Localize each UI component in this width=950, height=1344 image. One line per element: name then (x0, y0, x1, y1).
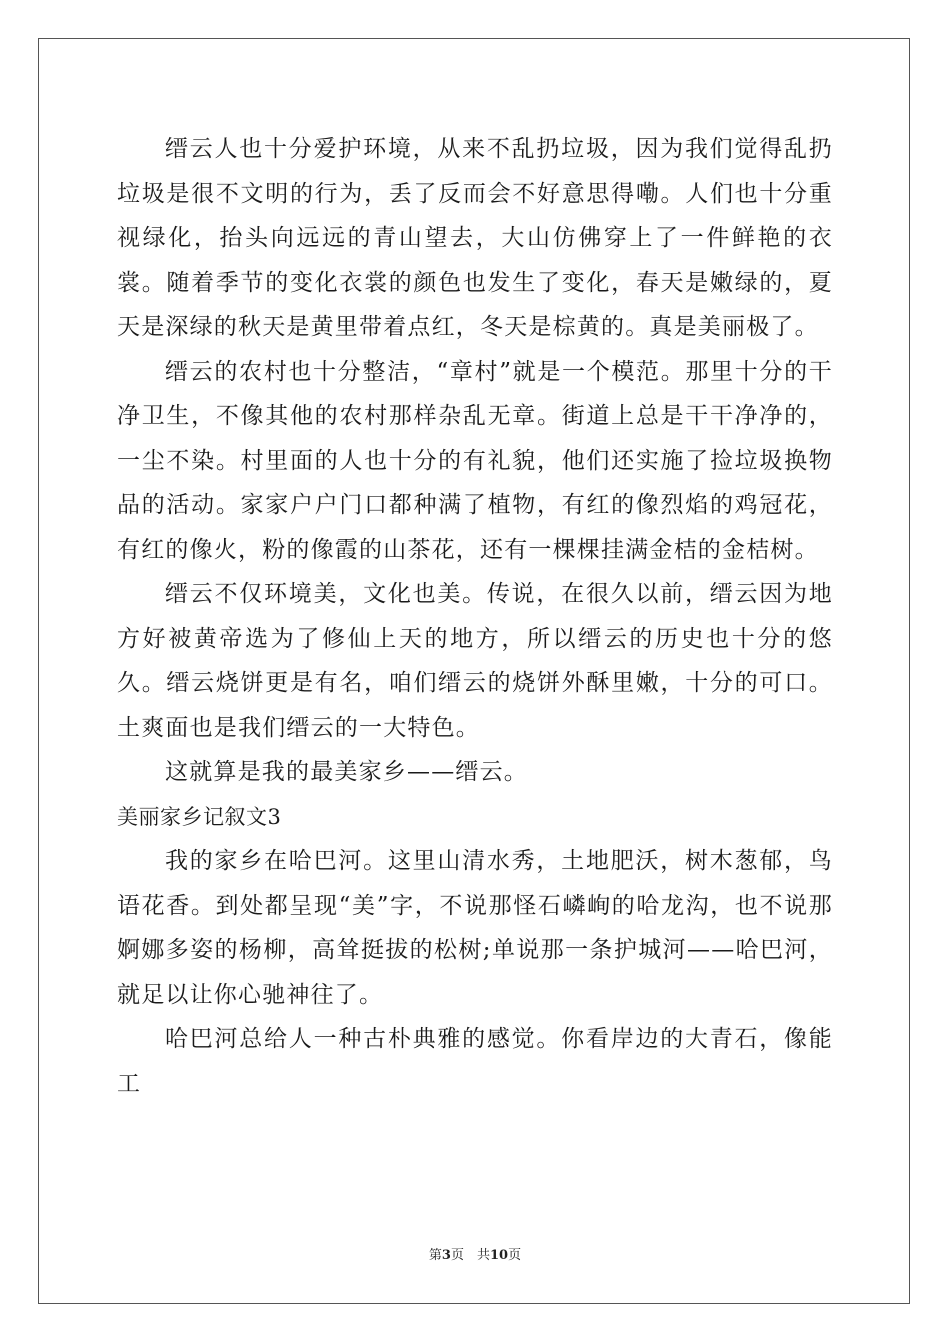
section-title: 美丽家乡记叙文3 (117, 804, 282, 829)
paragraph-village: 缙云的农村也十分整洁，“章村”就是一个模范。那里十分的干净卫生，不像其他的农村那样杂乱无章。街道上总是干干净净的，一尘不染。村里面的人也十分的有礼貌，他们还实施了捡垃圾换物品的活动。家家户户门口都种满了植物，有红的像烈焰的鸡冠花，有红的像火，粉的像霞的山茶花，还有一棵棵挂满金桔的金桔树。 (117, 358, 833, 563)
page-current: 3 (441, 1248, 451, 1263)
paragraph-river: 哈巴河总给人一种古朴典雅的感觉。你看岸边的大青石，像能工 (117, 1026, 833, 1097)
paragraph-hometown: 我的家乡在哈巴河。这里山清水秀，土地肥沃，树木葱郁，鸟语花香。到处都呈现“美”字，不说那怪石嶙峋的哈龙沟，也不说那婀娜多姿的杨柳，高耸挺拔的松树;单说那一条护城河——哈巴河，就足以让你心驰神往了。 (117, 848, 833, 1008)
page-prefix: 第 (428, 1248, 442, 1263)
paragraph-environment: 缙云人也十分爱护环境，从来不乱扔垃圾，因为我们觉得乱扔垃圾是很不文明的行为，丢了反而会不好意思得嘞。人们也十分重视绿化，抬头向远远的青山望去，大山仿佛穿上了一件鲜艳的衣裳。随着季节的变化衣裳的颜色也发生了变化，春天是嫩绿的，夏天是深绿的秋天是黄里带着点红，冬天是棕黄的。真是美丽极了。 (117, 136, 833, 340)
page-number-footer (0, 1247, 950, 1265)
paragraph-culture: 缙云不仅环境美，文化也美。传说，在很久以前，缙云因为地方好被黄帝选为了修仙上天的地方，所以缙云的历史也十分的悠久。缙云烧饼更是有名，咱们缙云的烧饼外酥里嫩，十分的可口。土爽面也是我们缙云的一大特色。 (117, 581, 833, 741)
page-total: 10 (489, 1248, 509, 1263)
page-suffix: 页 (508, 1248, 522, 1263)
paragraph-conclusion: 这就算是我的最美家乡——缙云。 (165, 759, 528, 785)
document-body (117, 127, 833, 1106)
page-mid: 页 共 (450, 1248, 490, 1263)
